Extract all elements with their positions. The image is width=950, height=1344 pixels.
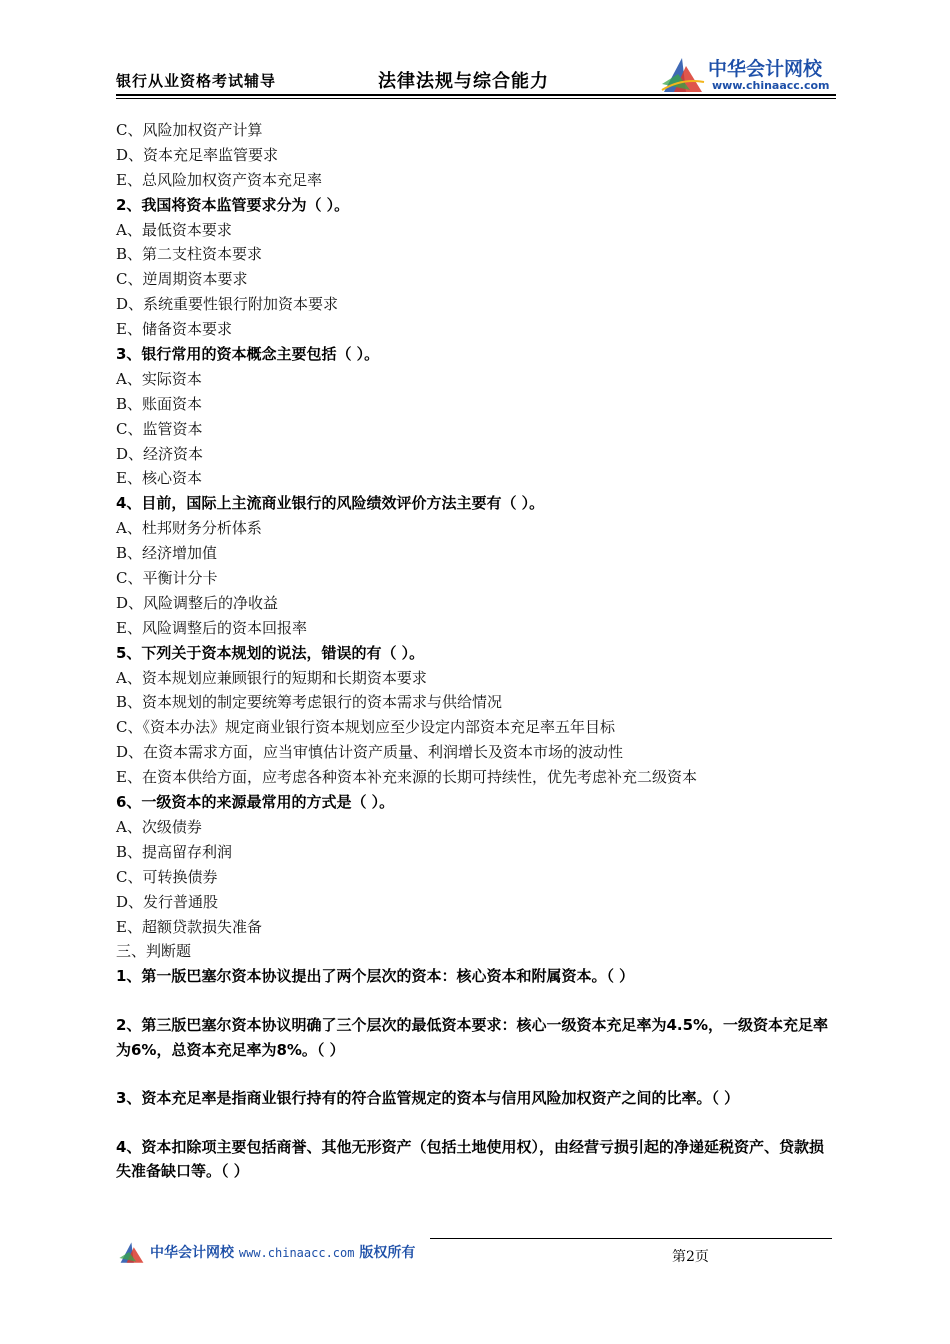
- footer-rights: 版权所有: [359, 1245, 416, 1261]
- question-lines: [116, 118, 838, 989]
- answer-option: B、提高留存利润: [116, 842, 233, 861]
- answer-option: D、经济资本: [116, 444, 204, 463]
- answer-option: E、核心资本: [116, 469, 202, 488]
- answer-option: A、杜邦财务分析体系: [116, 519, 262, 538]
- answer-option: D、系统重要性银行附加资本要求: [116, 295, 339, 314]
- header-divider: [116, 94, 836, 96]
- true-false-question: 4、资本扣除项主要包括商誉、其他无形资产（包括土地使用权），由经营亏损引起的净递延税资产、贷款损失准备缺口等。（ ）: [116, 1137, 824, 1181]
- answer-option: A、最低资本要求: [116, 220, 232, 239]
- answer-option: A、资本规划应兼顾银行的短期和长期资本要求: [116, 668, 427, 687]
- question-stem: 2、我国将资本监管要求分为（ ）。: [116, 195, 350, 214]
- answer-option: C、平衡计分卡: [116, 569, 218, 588]
- answer-option: A、实际资本: [116, 369, 202, 388]
- answer-option: E、风险调整后的资本回报率: [116, 618, 307, 637]
- footer-brand: 中华会计网校: [150, 1245, 234, 1261]
- answer-option: 三、判断题: [116, 942, 192, 961]
- answer-option: B、第二支柱资本要求: [116, 245, 263, 264]
- answer-option: E、储备资本要求: [116, 320, 232, 339]
- answer-option: E、超额贷款损失准备: [116, 917, 262, 936]
- answer-option: D、资本充足率监管要求: [116, 145, 279, 164]
- true-false-question: 3、资本充足率是指商业银行持有的符合监管规定的资本与信用风险加权资产之间的比率。（ ）: [116, 1089, 740, 1108]
- header-divider-thin: [116, 98, 836, 99]
- footer-logo-icon: [118, 1240, 146, 1264]
- answer-option: C、监管资本: [116, 419, 203, 438]
- footer-copyright: [150, 1242, 415, 1262]
- header-subject-title: 法律法规与综合能力: [378, 71, 549, 92]
- answer-option: C、可转换债券: [116, 867, 218, 886]
- logo-triangle-icon: [660, 54, 706, 94]
- answer-option: D、风险调整后的净收益: [116, 593, 279, 612]
- answer-option: E、总风险加权资产资本充足率: [116, 170, 322, 189]
- question-stem: 3、银行常用的资本概念主要包括（ ）。: [116, 345, 380, 364]
- page-footer: [0, 1230, 950, 1290]
- logo-brand-text: 中华会计网校: [708, 58, 823, 80]
- question-stem: 6、一级资本的来源最常用的方式是（ ）。: [116, 793, 395, 812]
- answer-option: E、在资本供给方面，应考虑各种资本补充来源的长期可持续性，优先考虑补充二级资本: [116, 768, 697, 787]
- true-false-question: 2、第三版巴塞尔资本协议明确了三个层次的最低资本要求：核心一级资本充足率为4.5%，一级资本充足率为6%，总资本充足率为8%。（ ）: [116, 1016, 829, 1059]
- answer-option: B、资本规划的制定要统筹考虑银行的资本需求与供给情况: [116, 693, 503, 712]
- answer-option: B、经济增加值: [116, 544, 218, 563]
- header-exam-title: 银行从业资格考试辅导: [116, 72, 277, 90]
- true-false-items: [116, 1013, 838, 1184]
- answer-option: A、次级债券: [116, 817, 202, 836]
- footer-divider: [430, 1238, 832, 1239]
- question-stem: 5、下列关于资本规划的说法，错误的有（ ）。: [116, 643, 425, 662]
- answer-option: C、风险加权资产计算: [116, 121, 263, 139]
- page-header: [0, 0, 950, 100]
- document-body: [116, 118, 838, 1208]
- page-number: 第2页: [672, 1249, 709, 1265]
- answer-option: D、在资本需求方面，应当审慎估计资产质量、利润增长及资本市场的波动性: [116, 743, 624, 762]
- answer-option: B、账面资本: [116, 394, 203, 413]
- chinaacc-logo[interactable]: [660, 52, 840, 98]
- answer-option: C、《资本办法》规定商业银行资本规划应至少设定内部资本充足率五年目标: [116, 718, 615, 737]
- answer-option: C、逆周期资本要求: [116, 270, 248, 289]
- answer-option: D、发行普通股: [116, 892, 219, 911]
- footer-url[interactable]: www.chinaacc.com: [238, 1246, 355, 1260]
- logo-url-text: www.chinaacc.com: [712, 79, 830, 92]
- question-stem: 1、第一版巴塞尔资本协议提出了两个层次的资本：核心资本和附属资本。（ ）: [116, 967, 635, 986]
- question-stem: 4、目前，国际上主流商业银行的风险绩效评价方法主要有（ ）。: [116, 494, 545, 513]
